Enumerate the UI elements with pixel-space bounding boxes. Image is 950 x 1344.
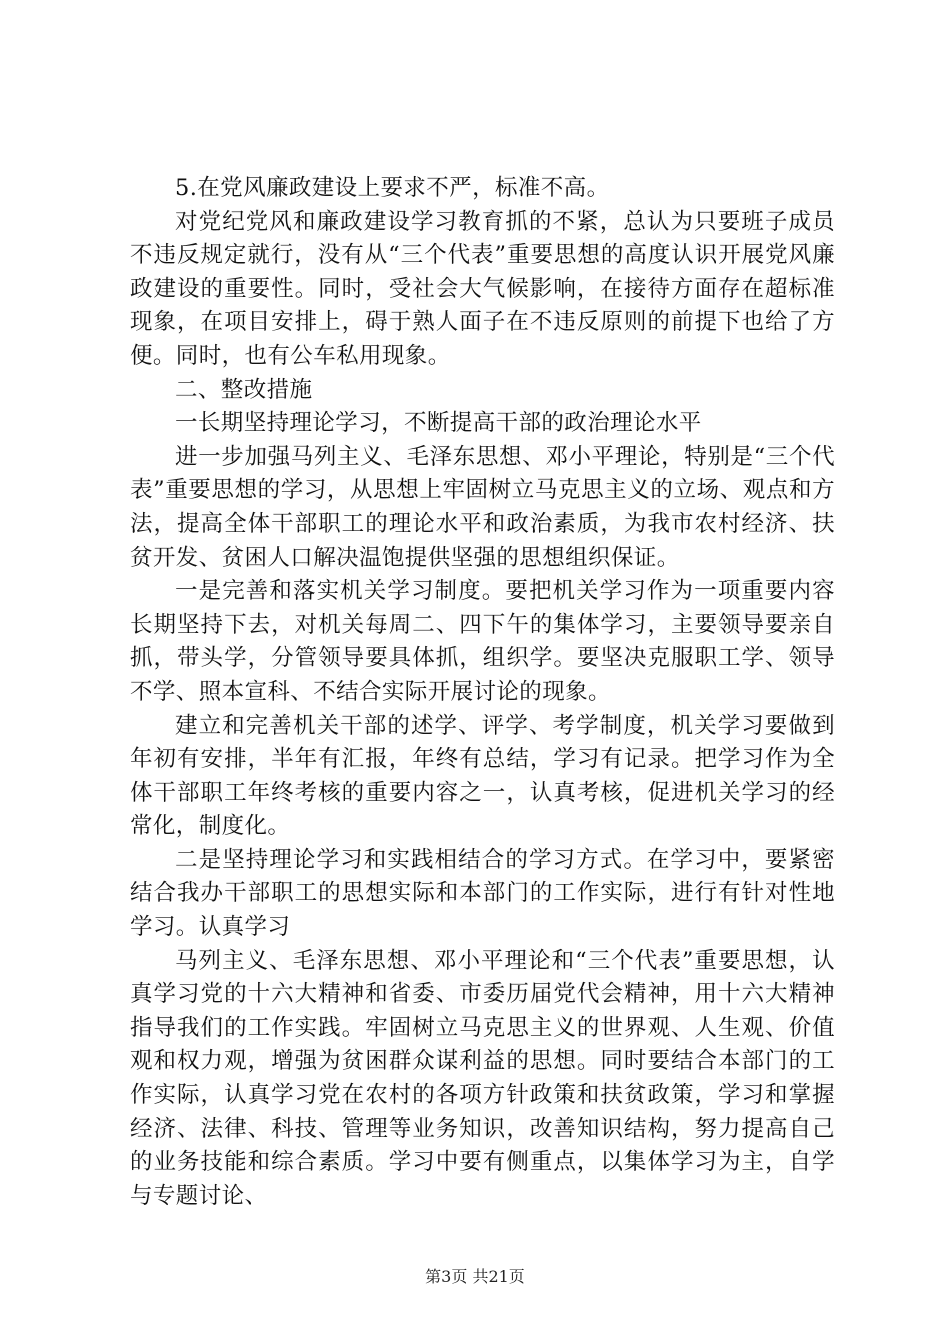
paragraph-theory-study: 进一步加强马列主义、毛泽东思想、邓小平理论，特别是“三个代表”重要思想的学习，从思想上牢固树立马克思主义的立场、观点和方法，提高全体干部职工的理论水平和政治素质，为我市农村经济、扶贫开发、贫困人口解决温饱提供坚强的思想组织保证。 — [130, 443, 835, 571]
section-heading-rectification: 二、整改措施 — [175, 376, 313, 403]
paragraph-study-content: 马列主义、毛泽东思想、邓小平理论和“三个代表”重要思想，认真学习党的十六大精神和省委、市委历届党代会精神，用十六大精神指导我们的工作实践。牢固树立马克思主义的世界观、人生观、价值观和权力观，增强为贫困群众谋利益的思想。同时要结合本部门的工作实际，认真学习党在农村的各项方针政策和扶贫政策，学习和掌握经济、法律、科技、管理等业务知识，改善知识结构，努力提高自己的业务技能和综合素质。学习中要有侧重点，以集体学习为主，自学与专题讨论、 — [130, 947, 835, 1209]
paragraph-5-heading: 5.在党风廉政建设上要求不严，标准不高。 — [175, 175, 610, 201]
subheading-theory-study: 一长期坚持理论学习，不断提高干部的政治理论水平 — [175, 410, 702, 437]
paragraph-evaluation-system: 建立和完善机关干部的述学、评学、考学制度，机关学习要做到年初有安排，半年有汇报，年终有总结，学习有记录。把学习作为全体干部职工年终考核的重要内容之一，认真考核，促进机关学习的经常化，制度化。 — [130, 712, 835, 840]
paragraph-discipline-issue: 对党纪党风和廉政建设学习教育抓的不紧，总认为只要班子成员不违反规定就行，没有从“三个代表”重要思想的高度认识开展党风廉政建设的重要性。同时，受社会大气候影响，在接待方面存在超标准现象，在项目安排上，碍于熟人面子在不违反原则的前提下也给了方便。同时，也有公车私用现象。 — [130, 208, 835, 369]
page-number-footer: 第3页 共21页 — [425, 1267, 525, 1286]
paragraph-study-system: 一是完善和落实机关学习制度。要把机关学习作为一项重要内容长期坚持下去，对机关每周二、四下午的集体学习，主要领导要亲自抓，带头学，分管领导要具体抓，组织学。要坚决克服职工学、领导不学、照本宣科、不结合实际开展讨论的现象。 — [130, 578, 835, 705]
document-body — [130, 172, 835, 1213]
paragraph-theory-practice: 二是坚持理论学习和实践相结合的学习方式。在学习中，要紧密结合我办干部职工的思想实际和本部门的工作实际，进行有针对性地学习。认真学习 — [130, 846, 835, 941]
